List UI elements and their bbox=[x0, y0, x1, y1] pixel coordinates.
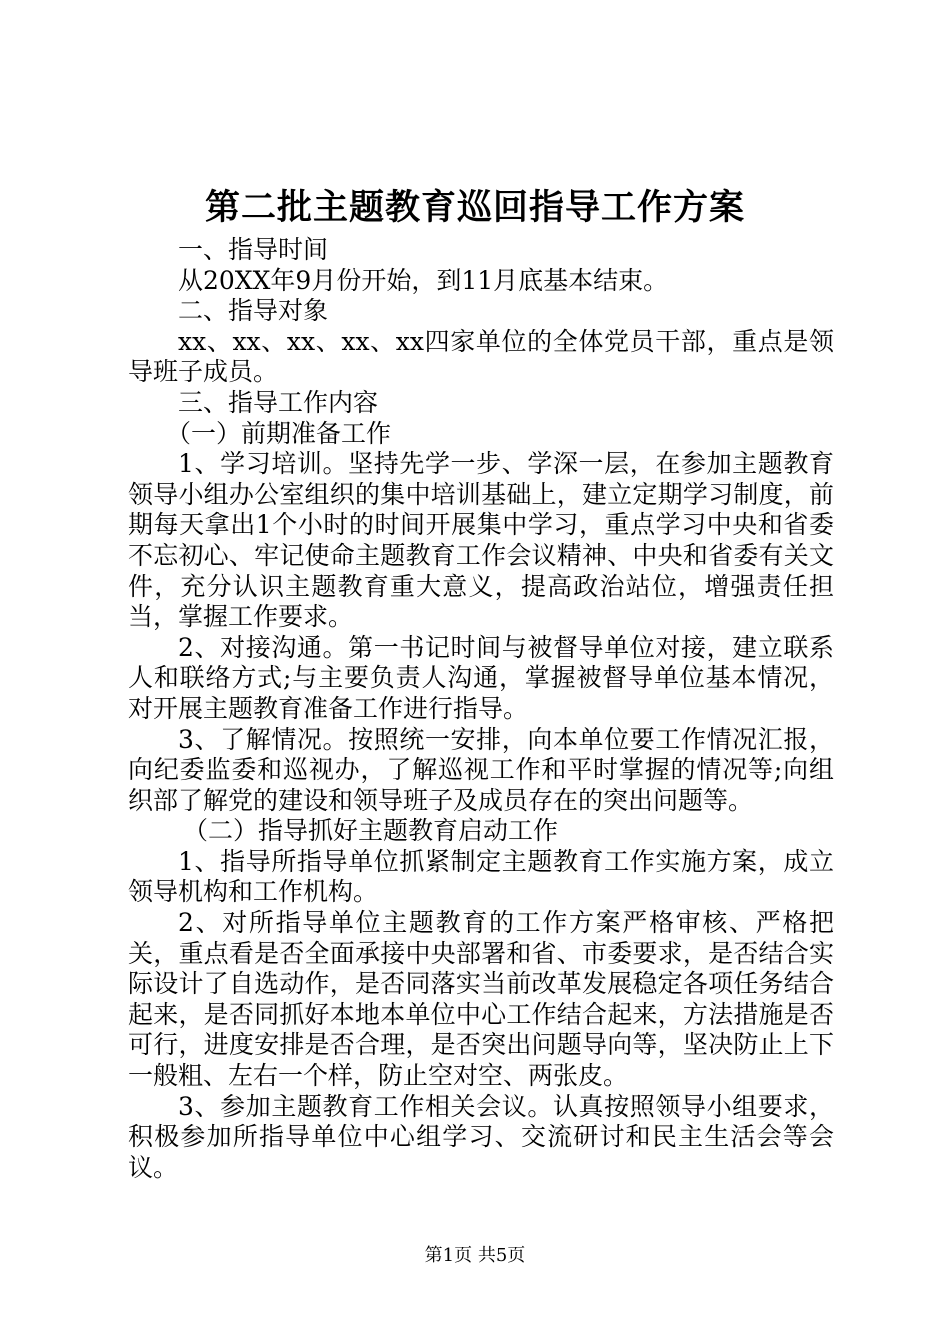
paragraph: 3、参加主题教育工作相关会议。认真按照领导小组要求，积极参加所指导单位中心组学习、交流研讨和民主生活会等会议。 bbox=[128, 1091, 834, 1182]
paragraph: 2、对所指导单位主题教育的工作方案严格审核、严格把关，重点看是否全面承接中央部署和省、市委要求，是否结合实际设计了自选动作，是否同落实当前改革发展稳定各项任务结合起来，是否同抓好本地本单位中心工作结合起来，方法措施是否可行，进度安排是否合理，是否突出问题导向等，坚决防止上下一般粗、左右一个样，防止空对空、两张皮。 bbox=[128, 908, 834, 1091]
document-body bbox=[128, 235, 834, 1183]
section-heading: 一、指导时间 bbox=[178, 235, 329, 264]
subsection-heading: （二）指导抓好主题教育启动工作 bbox=[183, 816, 559, 846]
paragraph: 3、了解情况。按照统一安排，向本单位要工作情况汇报，向纪委监委和巡视办，了解巡视工作和平时掌握的情况等;向组织部了解党的建设和领导班子及成员存在的突出问题等。 bbox=[128, 724, 834, 815]
subsection-heading: （一）前期准备工作 bbox=[166, 418, 392, 448]
document-title: 第二批主题教育巡回指导工作方案 bbox=[204, 187, 745, 228]
paragraph: 1、指导所指导单位抓紧制定主题教育工作实施方案，成立领导机构和工作机构。 bbox=[128, 846, 834, 907]
paragraph: xx、xx、xx、xx、xx四家单位的全体党员干部，重点是领导班子成员。 bbox=[128, 326, 834, 387]
page-footer: 第1页 共5页 bbox=[424, 1245, 526, 1266]
paragraph: 1、学习培训。坚持先学一步、学深一层，在参加主题教育领导小组办公室组织的集中培训基础上，建立定期学习制度，前期每天拿出1个小时的时间开展集中学习，重点学习中央和省委不忘初心、牢记使命主题教育工作会议精神、中央和省委有关文件，充分认识主题教育重大意义，提高政治站位，增强责任担当，掌握工作要求。 bbox=[128, 449, 834, 632]
section-heading: 二、指导对象 bbox=[178, 296, 329, 326]
paragraph: 从20XX年9月份开始，到11月底基本结束。 bbox=[178, 265, 669, 295]
section-heading: 三、指导工作内容 bbox=[178, 387, 379, 417]
paragraph: 2、对接沟通。第一书记时间与被督导单位对接，建立联系人和联络方式;与主要负责人沟通，掌握被督导单位基本情况，对开展主题教育准备工作进行指导。 bbox=[128, 632, 834, 723]
